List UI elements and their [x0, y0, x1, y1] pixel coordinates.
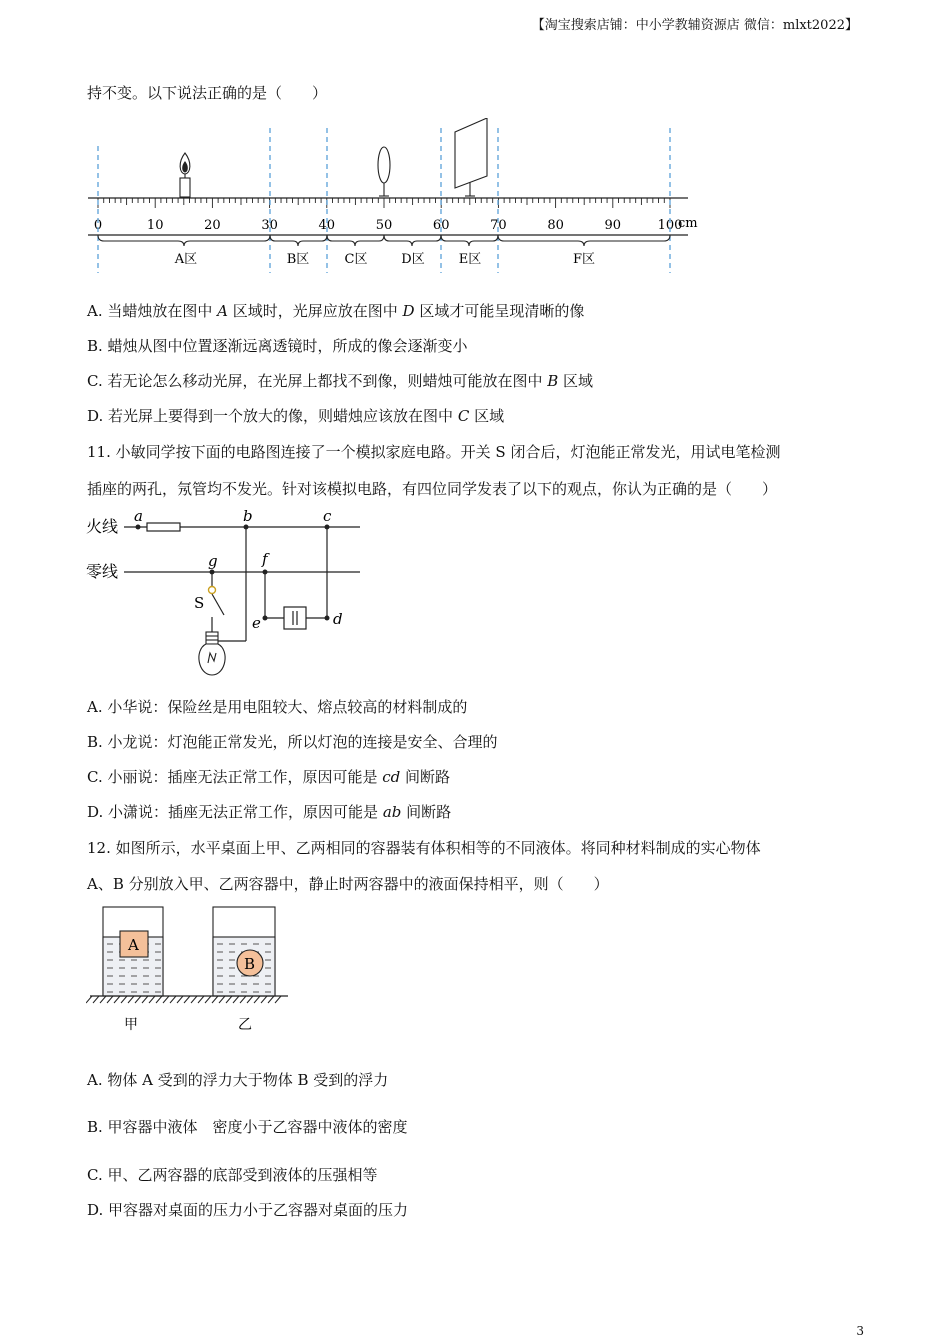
ground-hatch	[163, 996, 169, 1003]
ruler-tick-label: 100	[657, 218, 683, 233]
ruler-unit: cm	[678, 216, 698, 231]
ground-hatch	[184, 996, 190, 1003]
switch-label: S	[194, 594, 205, 612]
optical-bench-figure	[80, 118, 720, 278]
ruler-tick-label: 60	[432, 218, 450, 233]
zone-label-d: D区	[401, 252, 425, 267]
object-b-label: B	[244, 955, 256, 973]
page-header: 【淘宝搜索店铺：中小学教辅资源店 微信：mlxt2022】	[531, 18, 858, 33]
point-e: e	[252, 614, 261, 632]
convex-lens-icon	[378, 147, 390, 196]
ground-hatch	[226, 996, 232, 1003]
q11-option-a: A. 小华说：保险丝是用电阻较大、熔点较高的材料制成的	[87, 698, 468, 716]
q11-option-c: C. 小丽说：插座无法正常工作，原因可能是 cd 间断路	[87, 768, 451, 786]
page-number: 3	[856, 1324, 864, 1338]
zone-label-e: E区	[458, 252, 482, 267]
q11-option-b: B. 小龙说：灯泡能正常发光，所以灯泡的连接是安全、合理的	[87, 733, 498, 751]
point-c: c	[323, 507, 332, 525]
ground-hatch	[205, 996, 211, 1003]
ground-hatch	[275, 996, 281, 1003]
q10-option-d: D. 若光屏上要得到一个放大的像，则蜡烛应该放在图中 C 区域	[87, 407, 505, 425]
ground-hatch	[107, 996, 113, 1003]
ground-hatch	[93, 996, 99, 1003]
ground-hatch	[142, 996, 148, 1003]
ground-hatch	[191, 996, 197, 1003]
ground-hatch	[156, 996, 162, 1003]
q10-option-c: C. 若无论怎么移动光屏，在光屏上都找不到像，则蜡烛可能放在图中 B 区域	[87, 372, 594, 390]
household-circuit-figure	[84, 505, 374, 680]
q11-stem-line2: 插座的两孔，氖管均不发光。针对该模拟电路，有四位同学发表了以下的观点，你认为正确的是（ ）	[87, 480, 778, 498]
ruler-tick-label: 40	[318, 218, 336, 233]
ground-hatch	[247, 996, 253, 1003]
ground-hatch	[128, 996, 134, 1003]
light-screen-icon	[455, 118, 487, 196]
q12-option-b: B. 甲容器中液体 密度小于乙容器中液体的密度	[87, 1118, 408, 1136]
ruler-tick-label: 50	[375, 218, 393, 233]
zone-label-a: A区	[174, 252, 198, 267]
ground-hatch	[212, 996, 218, 1003]
point-a: a	[134, 507, 143, 525]
fuse-icon	[147, 523, 180, 531]
ruler-tick-label: 30	[261, 218, 278, 233]
ground-hatch	[100, 996, 106, 1003]
ground-hatch	[219, 996, 225, 1003]
point-b: b	[243, 507, 253, 525]
ground-hatch	[170, 996, 176, 1003]
ruler-tick-label: 20	[204, 218, 221, 233]
container-jia-label: 甲	[124, 1017, 138, 1033]
ground-hatch	[198, 996, 204, 1003]
ruler-tick-label: 80	[547, 218, 564, 233]
ground-hatch	[254, 996, 260, 1003]
ground-hatch	[135, 996, 141, 1003]
ground-hatch	[240, 996, 246, 1003]
live-wire-label: 火线	[86, 517, 119, 536]
zone-label-b: B区	[286, 252, 310, 267]
q10-option-b: B. 蜡烛从图中位置逐渐远离透镜时，所成的像会逐渐变小	[87, 337, 468, 355]
zone-label-c: C区	[344, 252, 368, 267]
object-a-label: A	[128, 936, 139, 954]
q12-option-a: A. 物体 A 受到的浮力大于物体 B 受到的浮力	[87, 1071, 389, 1089]
ground-hatch	[121, 996, 127, 1003]
point-d: d	[333, 610, 343, 628]
q12-option-d: D. 甲容器对桌面的压力小于乙容器对桌面的压力	[87, 1201, 409, 1219]
point-f: f	[262, 550, 268, 568]
q12-stem-line1: 12. 如图所示，水平桌面上甲、乙两相同的容器装有体积相等的不同液体。将同种材料制成的实心物体	[87, 839, 761, 857]
ground-hatch	[177, 996, 183, 1003]
socket-icon	[284, 607, 306, 629]
q11-option-d: D. 小潇说：插座无法正常工作，原因可能是 ab 间断路	[87, 803, 452, 821]
ground-hatch	[114, 996, 120, 1003]
ruler-tick-label: 90	[604, 218, 622, 233]
neutral-wire-label: 零线	[86, 562, 119, 581]
q10-option-a: A. 当蜡烛放在图中 A 区域时，光屏应放在图中 D 区域才可能呈现清晰的像	[87, 302, 585, 320]
ruler-tick-label: 0	[93, 218, 103, 233]
light-bulb-icon	[199, 632, 225, 675]
ruler-tick-label: 70	[490, 218, 507, 233]
candle-icon	[180, 153, 190, 197]
q12-stem-line2: A、B 分别放入甲、乙两容器中，静止时两容器中的液面保持相平，则（ ）	[87, 875, 609, 893]
ground-hatch	[268, 996, 274, 1003]
point-g: g	[208, 552, 218, 570]
q11-stem-line1: 11. 小敏同学按下面的电路图连接了一个模拟家庭电路。开关 S 闭合后，灯泡能正常发光，用试电笔检测	[87, 443, 781, 461]
ground-hatch	[149, 996, 155, 1003]
zone-braces	[98, 235, 670, 246]
ruler-tick-label: 10	[146, 218, 164, 233]
q10-stem-tail: 持不变。以下说法正确的是（ ）	[87, 84, 328, 102]
containers-figure	[86, 904, 296, 1034]
ground-hatch	[86, 996, 92, 1003]
q12-option-c: C. 甲、乙两容器的底部受到液体的压强相等	[87, 1166, 378, 1184]
zone-label-f: F区	[572, 252, 596, 267]
switch-contact	[209, 587, 216, 594]
ground-hatch	[233, 996, 239, 1003]
ground-hatch	[261, 996, 267, 1003]
container-yi-label: 乙	[238, 1017, 252, 1033]
ruler-ticks	[98, 198, 670, 208]
